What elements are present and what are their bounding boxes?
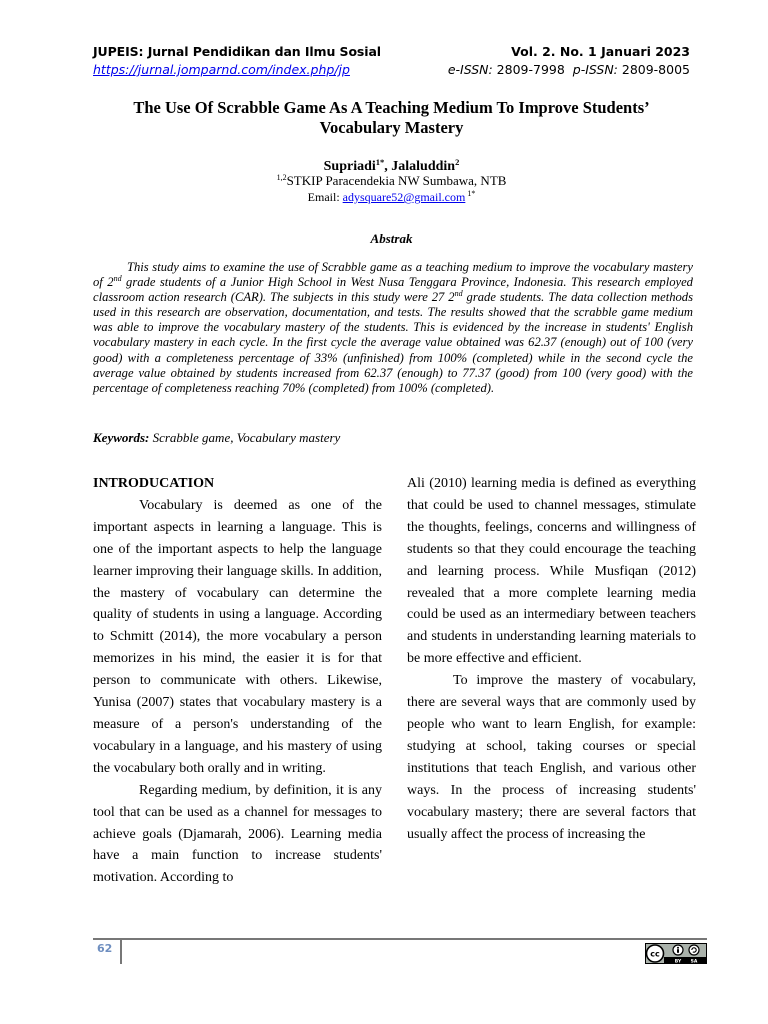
abstract-text — [93, 260, 693, 396]
abstract-ordinal-2: nd — [454, 289, 463, 299]
page-number: 62 — [97, 942, 113, 955]
author-name-1: Supriadi — [323, 159, 376, 174]
journal-header-right — [448, 44, 690, 80]
abstract-part-3: grade students. The data collection methods used in this research are observation, documentation, and tests. The results showed that the scrabble game medium was able to improve the vocabulary mastery of the students. This is evidenced by the increase in students' English vocabulary mastery in each cycle. In the first cycle the average value obtained was 62.37 (enough) out of 100 (very good) with a completeness percentage of 33% (unfinished) from 100% (completed) while in the second cycle the average value obtained by students increased from 62.37 (enough) to 77.37 (good) from 100 (very good) with the percentage of completeness reaching 70% (completed) from 100% (completed). — [93, 290, 693, 395]
volume-issue: Vol. 2. No. 1 Januari 2023 — [511, 44, 690, 59]
affiliation-text: STKIP Paracendekia NW Sumbawa, NTB — [286, 173, 507, 188]
email-line — [93, 186, 690, 205]
author-separator: , — [384, 159, 392, 174]
body-paragraph: Ali (2010) learning media is defined as everything that could be used to channel messages, stimulate the thoughts, feelings, concerns and willingness of students so that they could encourage the teaching and learning process. While Musfiqan (2012) revealed that a more complete learning media could be used as an intermediary between teachers and students in understanding learning materials to be more effective and efficient. — [407, 476, 696, 667]
cc-by-sa-icon — [645, 943, 707, 964]
issn-line — [448, 60, 690, 80]
pissn-value: 2809-8005 — [617, 62, 690, 77]
author-name-2: Jalaluddin — [391, 159, 456, 174]
journal-url-link[interactable]: https://jurnal.jomparnd.com/index.php/jp — [93, 62, 350, 77]
body-column-right — [407, 473, 696, 845]
body-column-left — [93, 473, 382, 889]
keywords-value: Scrabble game, Vocabulary mastery — [149, 430, 341, 445]
journal-name: JUPEIS: Jurnal Pendidikan dan Ilmu Sosial — [93, 44, 381, 59]
affiliation-mark: 1,2 — [276, 173, 287, 182]
svg-text:SA: SA — [690, 959, 698, 964]
author-1-affiliation-mark: 1* — [375, 157, 385, 167]
body-paragraph: To improve the mastery of vocabulary, there are several ways that are commonly used by people who want to learn English, for example: studying at school, taking courses or special institutions that teach English, and various other ways. In the process of increasing students' vocabulary mastery; there are several factors that usually affect the process of increasing the — [407, 673, 696, 842]
body-paragraph: Vocabulary is deemed as one of the important aspects in learning a language. This is one of the important aspects to help the language learner improving their language skills. In addition, the mastery of vocabulary can determine the quality of students in using a language. According to Schmitt (2014), the more vocabulary a person memorizes in his mind, the easier it is for that person to communicate with others. Likewise, Yunisa (2007) states that vocabulary mastery is a measure of a person's understanding of the vocabulary in a language, and his mastery of using the vocabulary both orally and in writing. — [93, 497, 382, 776]
abstract-heading: Abstrak — [370, 231, 413, 246]
email-label: Email: — [307, 190, 343, 204]
keywords-line — [93, 430, 340, 446]
email-link[interactable]: adysquare52@gmail.com — [342, 190, 466, 204]
email-mark: 1* — [465, 189, 476, 198]
footer-rule — [93, 938, 707, 940]
abstract-part-1: This study aims to examine the use of Scrabble game as a teaching medium to improve the vocabulary mastery of 2 — [93, 260, 693, 290]
author-2-affiliation-mark: 2 — [455, 157, 460, 167]
footer-rule-tick — [120, 940, 122, 964]
section-heading: INTRODUCATION — [93, 476, 215, 491]
body-paragraph: Regarding medium, by definition, it is any tool that can be used as a channel for messages to achieve goals (Djamarah, 2006). Learning media have a main function to increase students' motivation. According to — [93, 782, 382, 886]
eissn-value: 2809-7998 — [492, 62, 573, 77]
abstract-part-2: grade students of a Junior High School in West Nusa Tenggara Province, Indonesia. This research employed classroom action research (CAR). The subjects in this study were 27 2 — [93, 275, 693, 305]
journal-header-left — [93, 44, 381, 80]
keywords-label: Keywords: — [93, 430, 150, 445]
paper-title: The Use Of Scrabble Game As A Teaching Medium To Improve Students’ Vocabulary Mastery — [133, 98, 650, 137]
svg-text:BY: BY — [674, 959, 682, 964]
pissn-label: p-ISSN: — [572, 62, 618, 77]
abstract-ordinal-1: nd — [113, 274, 122, 284]
svg-text:cc: cc — [650, 949, 660, 959]
eissn-label: e-ISSN: — [447, 62, 493, 77]
